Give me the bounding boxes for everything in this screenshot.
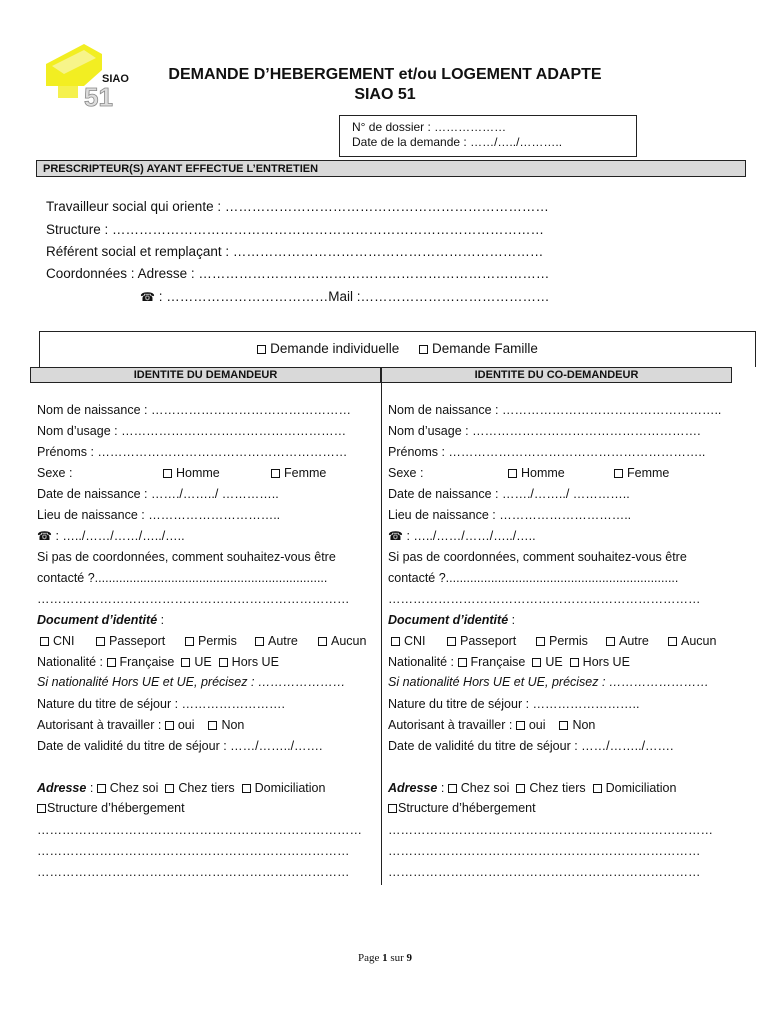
right-coord-question: Si pas de coordonnées, comment souhaitez-vous être [388,550,687,564]
checkbox-oui[interactable] [516,721,525,730]
right-aucun-option[interactable]: Aucun [668,634,716,649]
left-nature-titre[interactable]: Nature du titre de séjour : ……………………. [37,697,285,711]
right-adresse-line-1[interactable]: …………………………………………………………………… [388,823,713,837]
page-title [140,65,630,105]
left-hors-ue-option[interactable]: Hors UE [219,655,279,669]
right-autorisant-row: Autorisant à travailler : oui Non [388,718,596,732]
demande-famille-option[interactable]: Demande Famille [419,341,538,356]
page-footer: Page 1 sur 9 [357,952,413,964]
right-chez-tiers-option[interactable]: Chez tiers [516,781,585,795]
checkbox-hors-ue[interactable] [570,658,579,667]
co-demandeur-header: IDENTITE DU CO-DEMANDEUR [381,367,732,383]
right-validite[interactable]: Date de validité du titre de séjour : ……/……../……. [388,739,674,753]
right-contact-field[interactable]: contacté ?................................................................... [388,571,679,585]
left-oui-option[interactable]: oui [165,718,195,732]
phone-icon: ☎ [37,529,52,543]
left-adresse-line-1[interactable]: …………………………………………………………………… [37,823,362,837]
left-lieu-naissance[interactable]: Lieu de naissance : ………………………….. [37,508,281,522]
right-passeport-option[interactable]: Passeport [447,634,516,649]
right-oui-option[interactable]: oui [516,718,546,732]
right-adresse-line-2[interactable]: ………………………………………………………………… [388,844,701,858]
right-nature-titre[interactable]: Nature du titre de séjour : …………………….. [388,697,640,711]
left-autorisant-row: Autorisant à travailler : oui Non [37,718,245,732]
request-date-field[interactable]: Date de la demande : ……/…../……….. [352,135,563,149]
left-prenoms[interactable]: Prénoms : …………………………………………………… [37,445,348,459]
total-pages: 9 [406,952,413,964]
left-contact-field[interactable]: contacté ?................................................................... [37,571,328,585]
right-nom-usage[interactable]: Nom d’usage : ………………………………………………. [388,424,701,438]
right-hors-ue-precisez[interactable]: Si nationalité Hors UE et UE, précisez : …………………… [388,675,709,689]
right-adresse-row: Adresse : Chez soi Chez tiers Domiciliation [388,781,677,795]
checkbox-famille[interactable] [419,345,428,354]
current-page: 1 [382,952,388,964]
left-contact-line[interactable]: ………………………………………………………………… [37,592,350,606]
checkbox-permis[interactable] [536,637,545,646]
left-permis-option[interactable]: Permis [185,634,237,649]
checkbox-femme[interactable] [614,469,623,478]
checkbox-ue[interactable] [532,658,541,667]
left-autre-option[interactable]: Autre [255,634,298,649]
prescripteur-header: PRESCRIPTEUR(S) AYANT EFFECTUE L’ENTRETIEN [36,160,746,177]
adresse-field[interactable]: Coordonnées : Adresse : …………………………………………………………………… [46,266,550,281]
right-francaise-option[interactable]: Française [458,655,526,669]
right-homme-option[interactable]: Homme [508,466,565,481]
right-prenoms[interactable]: Prénoms : …………………………………………………….. [388,445,706,459]
right-structure-heb-option[interactable]: Structure d’hébergement [388,801,536,816]
left-nom-naissance[interactable]: Nom de naissance : ………………………………………… [37,403,351,417]
referent-field[interactable]: Référent social et remplaçant : …………………………………………………………… [46,244,544,259]
checkbox-structure-heb[interactable] [37,804,46,813]
column-divider [381,383,382,885]
left-hors-ue-precisez[interactable]: Si nationalité Hors UE et UE, précisez : ………………… [37,675,346,689]
phone-mail-text: : ………………………………Mail :…………………………………… [158,289,550,304]
checkbox-femme[interactable] [271,469,280,478]
checkbox-non[interactable] [559,721,568,730]
title-line-2: SIAO 51 [354,86,416,103]
checkbox-structure-heb[interactable] [388,804,397,813]
dossier-number-field[interactable]: N° de dossier : ……………… [352,120,507,134]
right-sexe-label: Sexe : [388,466,424,480]
phone-mail-field[interactable] [140,289,549,304]
checkbox-cni[interactable] [391,637,400,646]
checkbox-francaise[interactable] [458,658,467,667]
left-chez-soi-option[interactable]: Chez soi [97,781,159,795]
checkbox-cni[interactable] [40,637,49,646]
checkbox-homme[interactable] [508,469,517,478]
checkbox-chez-tiers[interactable] [165,784,174,793]
right-lieu-naissance[interactable]: Lieu de naissance : ………………………….. [388,508,632,522]
right-contact-line[interactable]: ………………………………………………………………… [388,592,701,606]
left-cni-option[interactable]: CNI [40,634,75,649]
right-doc-label: Document d’identité : [388,613,516,627]
right-nationalite-row: Nationalité : Française UE Hors UE [388,655,630,669]
checkbox-chez-soi[interactable] [448,784,457,793]
right-permis-option[interactable]: Permis [536,634,588,649]
checkbox-non[interactable] [208,721,217,730]
checkbox-oui[interactable] [165,721,174,730]
right-autre-option[interactable]: Autre [606,634,649,649]
left-non-option[interactable]: Non [208,718,244,732]
checkbox-individuelle[interactable] [257,345,266,354]
right-telephone[interactable]: ☎ : …../……/……/…../….. [388,529,536,543]
structure-field[interactable]: Structure : …………………………………………………………………………………… [46,222,545,237]
checkbox-chez-tiers[interactable] [516,784,525,793]
checkbox-chez-soi[interactable] [97,784,106,793]
svg-text:51: 51 [84,82,113,112]
left-femme-option[interactable]: Femme [271,466,326,481]
left-francaise-option[interactable]: Française [107,655,175,669]
left-doc-label: Document d’identité : [37,613,165,627]
right-cni-option[interactable]: CNI [391,634,426,649]
dossier-box [339,115,637,157]
title-line-1: DEMANDE D’HEBERGEMENT et/ou LOGEMENT ADAPTE [168,66,602,83]
right-femme-option[interactable]: Femme [614,466,669,481]
left-ue-option[interactable]: UE [181,655,211,669]
left-nom-usage[interactable]: Nom d’usage : ……………………………………………… [37,424,347,438]
checkbox-francaise[interactable] [107,658,116,667]
left-homme-option[interactable]: Homme [163,466,220,481]
demandeur-header: IDENTITE DU DEMANDEUR [30,367,381,383]
checkbox-aucun[interactable] [668,637,677,646]
left-telephone[interactable]: ☎ : …../……/……/…../….. [37,529,185,543]
left-nationalite-row: Nationalité : Française UE Hors UE [37,655,279,669]
checkbox-hors-ue[interactable] [219,658,228,667]
checkbox-domiciliation[interactable] [242,784,251,793]
left-passeport-option[interactable]: Passeport [96,634,165,649]
left-sexe-label: Sexe : [37,466,73,480]
checkbox-passeport[interactable] [447,637,456,646]
right-nom-naissance[interactable]: Nom de naissance : …………………………………………….. [388,403,722,417]
checkbox-autre[interactable] [606,637,615,646]
right-ue-option[interactable]: UE [532,655,562,669]
svg-text:SIAO: SIAO [102,73,129,85]
checkbox-autre[interactable] [255,637,264,646]
checkbox-passeport[interactable] [96,637,105,646]
right-date-naissance[interactable]: Date de naissance : ……./……../ ………….. [388,487,630,501]
left-domiciliation-option[interactable]: Domiciliation [242,781,326,795]
travailleur-field[interactable]: Travailleur social qui oriente : ……………………………………………………………… [46,199,549,214]
left-structure-heb-option[interactable]: Structure d’hébergement [37,801,185,816]
demande-type-row [39,341,756,356]
left-adresse-line-2[interactable]: ………………………………………………………………… [37,844,350,858]
right-hors-ue-option[interactable]: Hors UE [570,655,630,669]
left-coord-question: Si pas de coordonnées, comment souhaitez-vous être [37,550,336,564]
left-aucun-option[interactable]: Aucun [318,634,366,649]
left-adresse-row: Adresse : Chez soi Chez tiers Domiciliation [37,781,326,795]
left-validite[interactable]: Date de validité du titre de séjour : ……/……../……. [37,739,323,753]
checkbox-homme[interactable] [163,469,172,478]
demande-individuelle-option[interactable]: Demande individuelle [257,341,399,356]
checkbox-ue[interactable] [181,658,190,667]
siao-logo [44,40,140,112]
left-adresse-line-3[interactable]: ………………………………………………………………… [37,865,350,879]
phone-icon: ☎ [388,529,403,543]
right-adresse-line-3[interactable]: ………………………………………………………………… [388,865,701,879]
left-chez-tiers-option[interactable]: Chez tiers [165,781,234,795]
checkbox-domiciliation[interactable] [593,784,602,793]
checkbox-aucun[interactable] [318,637,327,646]
phone-icon: ☎ [140,290,155,304]
right-domiciliation-option[interactable]: Domiciliation [593,781,677,795]
checkbox-permis[interactable] [185,637,194,646]
right-non-option[interactable]: Non [559,718,595,732]
right-chez-soi-option[interactable]: Chez soi [448,781,510,795]
left-date-naissance[interactable]: Date de naissance : ……./……../ ………….. [37,487,279,501]
